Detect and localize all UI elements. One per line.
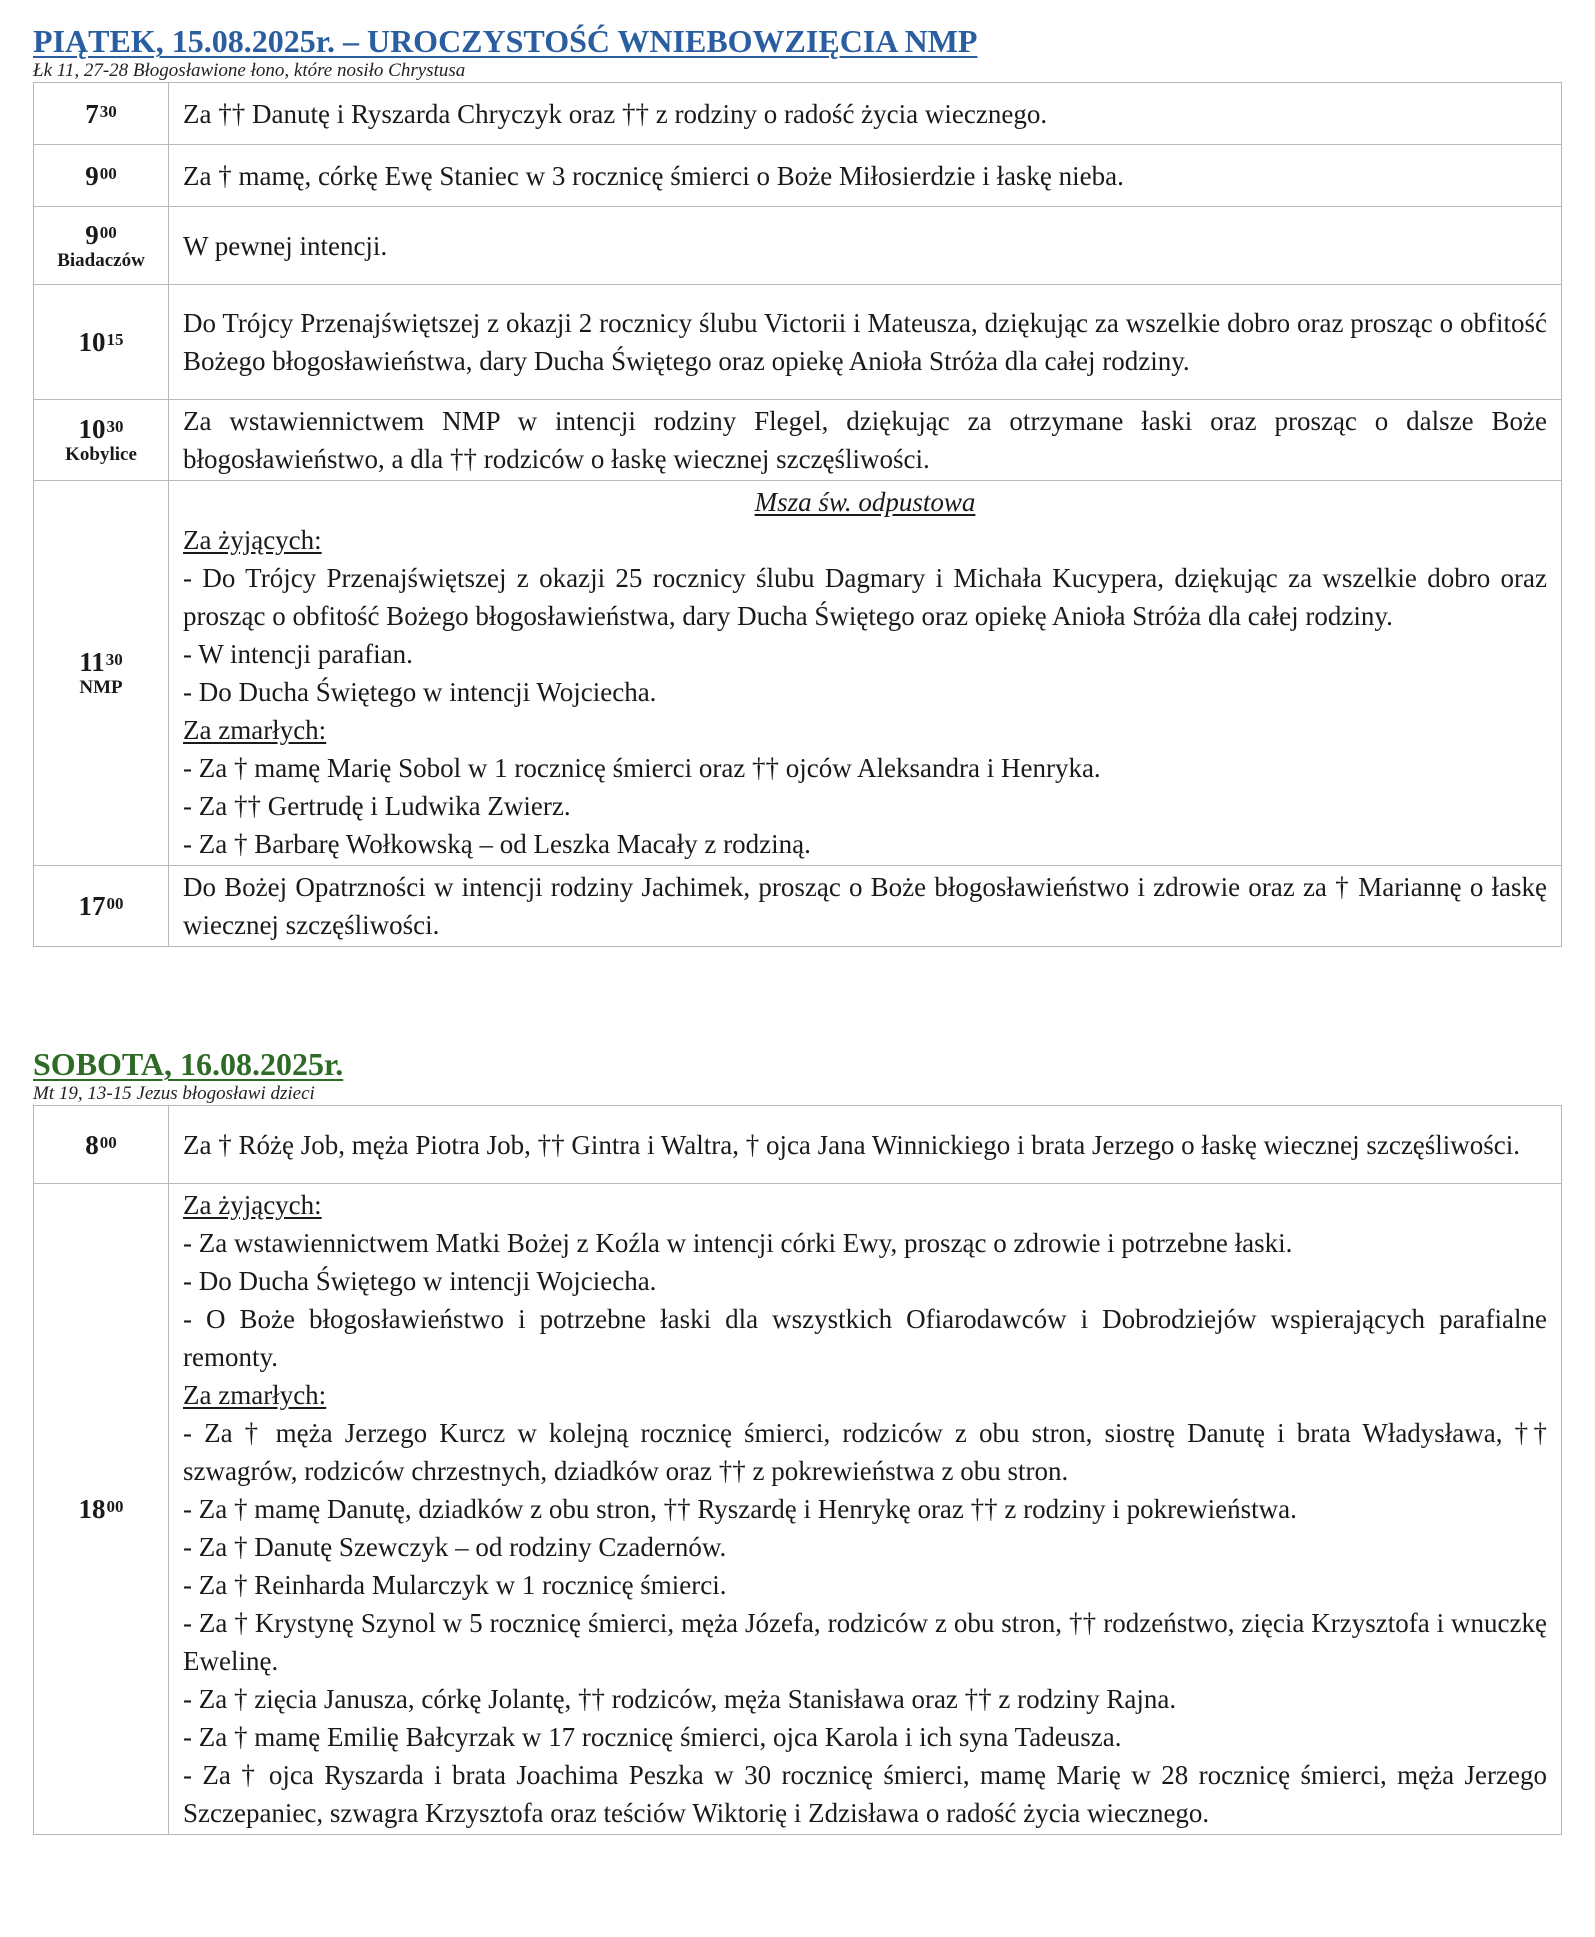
mass-time: $9^{00}$ Biadaczów: [34, 207, 169, 285]
mass-intention: Za wstawiennictwem NMP w intencji rodziny Flegel, dziękując za otrzymane łaski oraz prosząc o dalsze Boże błogosławieństwo, a dla †† rodziców o łaskę wiecznej szczęśliwości.: [169, 400, 1562, 481]
intention-item: - Za † męża Jerzego Kurcz w kolejną rocznicę śmierci, rodziców z obu stron, siostrę Danutę i brata Władysława, †† szwagrów, rodziców chrzestnych, dziadków oraz †† z pokrewieństwa z obu stron.: [183, 1418, 1547, 1486]
intention-item: - Za † mamę Danutę, dziadków z obu stron, †† Ryszardę i Henrykę oraz †† z rodziny i pokrewieństwa.: [183, 1494, 1297, 1524]
mass-time: $8^{00}$: [34, 1106, 169, 1184]
mass-intention: [169, 481, 1562, 866]
dead-label: Za zmarłych:: [183, 715, 327, 745]
intention-item: - Za † Reinharda Mularczyk w 1 rocznicę śmierci.: [183, 1570, 727, 1600]
mass-location: Biadaczów: [57, 249, 145, 271]
mass-time: $18^{00}$: [34, 1184, 169, 1835]
table-row: [34, 1106, 1562, 1184]
mass-time: $9^{00}$: [34, 145, 169, 207]
table-row: [34, 207, 1562, 285]
mass-time: $10^{30}$ Kobylice: [34, 400, 169, 481]
mass-location: NMP: [79, 677, 123, 698]
intention-item: - Za † ojca Ryszarda i brata Joachima Peszka w 30 rocznicę śmierci, mamę Marię w 28 rocznicę śmierci, męża Jerzego Szczepaniec, szwagra Krzysztofa oraz teściów Wiktorię i Zdzisława o radość życia wiecznego.: [183, 1760, 1547, 1828]
living-label: Za żyjących:: [183, 1190, 322, 1220]
mass-intention: Za † mamę, córkę Ewę Staniec w 3 rocznicę śmierci o Boże Miłosierdzie i łaskę nieba.: [169, 145, 1562, 207]
mass-intention: Do Trójcy Przenajświętszej z okazji 2 rocznicy ślubu Victorii i Mateusza, dziękując za wszelkie dobro oraz prosząc o obfitość Bożego błogosławieństwa, dary Ducha Świętego oraz opiekę Anioła Stróża dla całej rodziny.: [169, 285, 1562, 400]
mass-table: [33, 1105, 1562, 1835]
intention-item: - Za † Krystynę Szynol w 5 rocznicę śmierci, męża Józefa, rodziców z obu stron, †† rodzeństwo, zięcia Krzysztofa i wnuczkę Ewelinę.: [183, 1608, 1547, 1676]
gospel-reference: Mt 19, 13-15 Jezus błogosławi dzieci: [33, 1083, 315, 1104]
intention-item: - Za † zięcia Janusza, córkę Jolantę, †† rodziców, męża Stanisława oraz †† z rodziny Rajna.: [183, 1684, 1177, 1714]
intention-item: - Za † Barbarę Wołkowską – od Leszka Macały z rodziną.: [183, 829, 811, 859]
mass-heading: Msza św. odpustowa: [754, 487, 976, 517]
table-row: [34, 866, 1562, 947]
intention-item: - W intencji parafian.: [183, 639, 413, 669]
mass-intention: Za †† Danutę i Ryszarda Chryczyk oraz †† z rodziny o radość życia wiecznego.: [169, 83, 1562, 145]
day-title: SOBOTA, 16.08.2025r.: [33, 1046, 344, 1082]
intention-item: - Za wstawiennictwem Matki Bożej z Koźla w intencji córki Ewy, prosząc o zdrowie i potrzebne łaski.: [183, 1228, 1293, 1258]
living-label: Za żyjących:: [183, 525, 322, 555]
table-row: [34, 1184, 1562, 1835]
intention-item: - Do Ducha Świętego w intencji Wojciecha.: [183, 1266, 657, 1296]
mass-intention: [169, 1184, 1562, 1835]
intention-item: - Za † mamę Emilię Bałcyrzak w 17 rocznicę śmierci, ojca Karola i ich syna Tadeusza.: [183, 1722, 1122, 1752]
table-row: [34, 145, 1562, 207]
mass-table: [33, 82, 1562, 947]
mass-location: Kobylice: [65, 444, 137, 465]
mass-intention: W pewnej intencji.: [169, 207, 1562, 285]
intention-item: - Za † mamę Marię Sobol w 1 rocznicę śmierci oraz †† ojców Aleksandra i Henryka.: [183, 753, 1101, 783]
intention-item: - O Boże błogosławieństwo i potrzebne łaski dla wszystkich Ofiarodawców i Dobrodziejów wspierających parafialne remonty.: [183, 1304, 1547, 1372]
table-row: [34, 83, 1562, 145]
mass-intention: Do Bożej Opatrzności w intencji rodziny Jachimek, prosząc o Boże błogosławieństwo i zdrowie oraz za † Mariannę o łaskę wiecznej szczęśliwości.: [169, 866, 1562, 947]
intention-item: - Do Ducha Świętego w intencji Wojciecha.: [183, 677, 657, 707]
day-section-saturday: [33, 1045, 1562, 1835]
table-row: [34, 481, 1562, 866]
dead-label: Za zmarłych:: [183, 1380, 327, 1410]
intention-item: - Za †† Gertrudę i Ludwika Zwierz.: [183, 791, 571, 821]
table-row: [34, 285, 1562, 400]
gospel-reference: Łk 11, 27-28 Błogosławione łono, które nosiło Chrystusa: [33, 60, 466, 81]
mass-time: $11^{30}$ NMP: [34, 481, 169, 866]
mass-time: $17^{00}$: [34, 866, 169, 947]
table-row: [34, 400, 1562, 481]
mass-time: $7^{30}$: [34, 83, 169, 145]
intention-item: - Za † Danutę Szewczyk – od rodziny Czadernów.: [183, 1532, 727, 1562]
mass-time: $10^{15}$: [34, 285, 169, 400]
mass-intention: Za † Różę Job, męża Piotra Job, †† Gintra i Waltra, † ojca Jana Winnickiego i brata Jerzego o łaskę wiecznej szczęśliwości.: [169, 1106, 1562, 1184]
day-section-friday: [33, 22, 1562, 947]
intention-item: - Do Trójcy Przenajświętszej z okazji 25 rocznicy ślubu Dagmary i Michała Kucypera, dziękując za wszelkie dobro oraz prosząc o obfitość Bożego błogosławieństwa, dary Ducha Świętego oraz opiekę Anioła Stróża dla całej rodziny.: [183, 563, 1547, 631]
day-title: PIĄTEK, 15.08.2025r. – UROCZYSTOŚĆ WNIEBOWZIĘCIA NMP: [33, 23, 978, 59]
